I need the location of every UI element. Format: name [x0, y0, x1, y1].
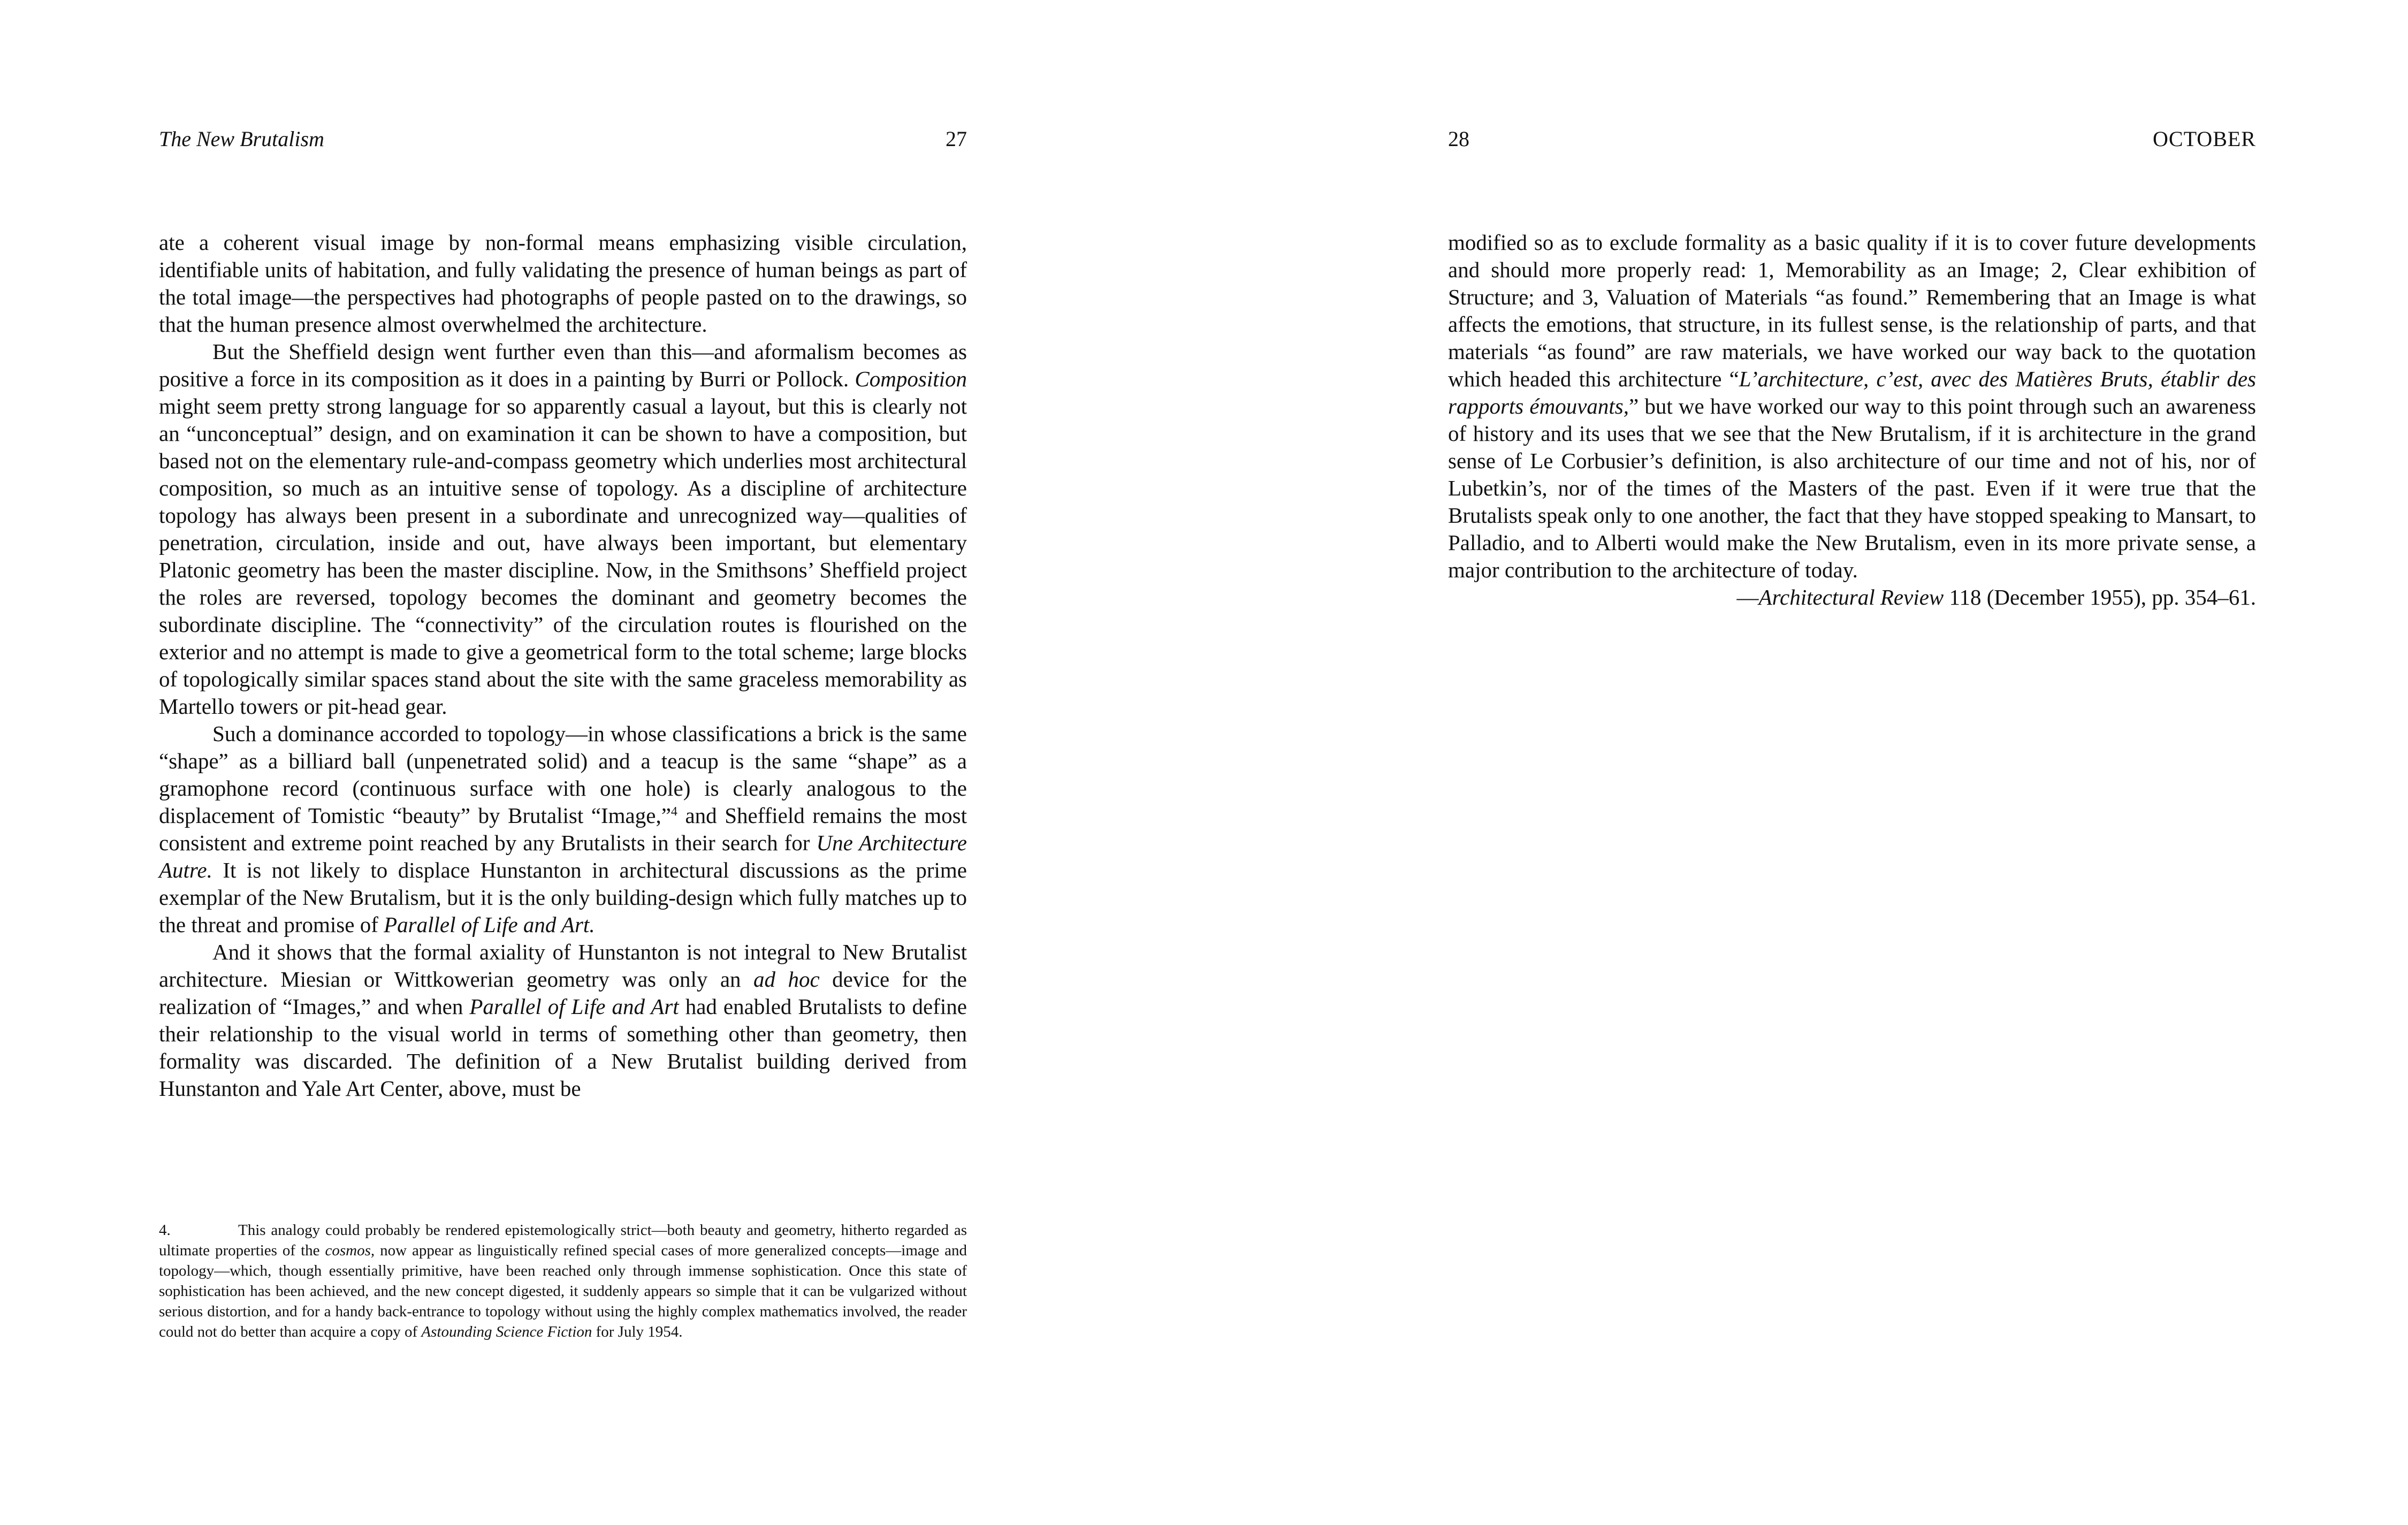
- footnote-paragraph: [159, 1220, 967, 1342]
- paragraph-text: and Sheffield remains the most consistent and extreme point reached by any Brutalists in their search for: [159, 803, 967, 855]
- running-head-right: [1448, 126, 2256, 158]
- paragraph-text: It is not likely to displace Hunstanton in architectural discussions as the prime exemplar of the New Brutalism, but it is the only building-design which fully matches up to the threat and promise of: [159, 858, 967, 937]
- paragraph: [159, 720, 967, 939]
- paragraph-text: And it shows that the formal axiality of Hunstanton is not integral to New Brutalist architecture. Miesian or Wittkowerian geometry was only an: [159, 940, 967, 992]
- paragraph-text: might seem pretty strong language for so apparently casual a layout, but this is clearly not an “unconceptual” design, and on examination it can be shown to have a composition, but based not on the elementary rule-and-compass geometry which underlies most architectural composition, so much as an intuitive sense of topology. As a discipline of architecture topology has always been present in a subordinate and unrecognized way—qualities of penetration, circulation, inside and out, have always been important, but elementary Platonic geometry has been the master discipline. Now, in the Smithsons’ Sheffield project the roles are reversed, topology becomes the dominant and geometry becomes the subordinate discipline. The “connectivity” of the circulation routes is flourished on the exterior and no attempt is made to give a geometrical form to the total scheme; large blocks of topologically similar spaces stand about the site with the same graceless memorability as Martello towers or pit-head gear.: [159, 394, 967, 719]
- page-number: 28: [1448, 127, 1469, 151]
- italic-text: L’architecture, c’est, avec des Matières Bruts, établir des rapports émouvants,: [1448, 367, 2256, 418]
- paragraph-text: But the Sheffield design went further even than this—and aformalism becomes as positive a force in its composition as it does in a painting by Burri or Pollock.: [159, 339, 967, 391]
- italic-text: Une Architecture Autre.: [159, 830, 967, 882]
- italic-text: Parallel of Life and Art.: [384, 912, 595, 937]
- journal-title: OCTOBER: [2153, 127, 2256, 151]
- paragraph: [159, 338, 967, 720]
- body-text: [159, 229, 967, 1102]
- page-number: 27: [946, 127, 967, 151]
- body-text: [1448, 229, 2256, 611]
- source-citation: [1448, 584, 2256, 611]
- paragraph-text: ” but we have worked our way to this point through such an awareness of history and its uses that we see that the New Brutalism, if it is architecture in the grand sense of Le Corbusier’s definition, is also architecture of our time and not of his, nor of Lubetkin’s, nor of the times of the Masters of the past. Even if it were true that the Brutalists speak only to one another, the fact that they have stopped speaking to Mansart, to Palladio, and to Alberti would make the New Brutalism, even in its more private sense, a major contribution to the architecture of today.: [1448, 394, 2256, 582]
- footnote-reference[interactable]: 4: [670, 805, 677, 819]
- italic-text: ad hoc: [753, 967, 820, 992]
- italic-text: Composition: [855, 367, 967, 391]
- italic-text: Parallel of Life and Art: [469, 994, 679, 1019]
- italic-text: Astounding Science Fiction: [421, 1323, 592, 1340]
- footnote-text: now appear as linguistically refined special cases of more generalized concepts—image and topology—which, though essentially primitive, have been reached only through immense sophistication. Once this state of sophistication has been achieved, and the new concept digested, it suddenly appears so simple that it can be vulgarized without serious distortion, and for a handy back-entrance to topology without using the highly complex mathematics involved, the reader could not do better than acquire a copy of: [159, 1242, 967, 1340]
- paragraph-text: modified so as to exclude formality as a basic quality if it is to cover future developments and should more properly read: 1, Memorability as an Image; 2, Clear exhibition of Structure; and 3, Valuation of Materials “as found.” Remembering that an Image is what affects the emotions, that structure, in its fullest sense, is the relationship of parts, and that materials “as found” are raw materials, we have worked our way back to the quotation which headed this architecture “: [1448, 230, 2256, 391]
- paragraph: [159, 939, 967, 1102]
- citation-details: 118 (December 1955), pp. 354–61.: [1944, 585, 2256, 609]
- paragraph-text: ate a coherent visual image by non-formal means emphasizing visible circulation, identifiable units of habitation, and fully validating the presence of human beings as part of the total image—the perspectives had photographs of people pasted on to the drawings, so that the human presence almost overwhelmed the architecture.: [159, 230, 967, 337]
- left-page: [159, 0, 967, 1525]
- paragraph-text: device for the realization of “Images,” and when: [159, 967, 967, 1019]
- paragraph-text: had enabled Brutalists to define their relationship to the visual world in terms of something other than geometry, then formality was discarded. The definition of a New Brutalist building derived from Hunstanton and Yale Art Center, above, must be: [159, 994, 967, 1101]
- paragraph: [159, 229, 967, 338]
- citation-dash: —: [1736, 585, 1759, 609]
- paragraph-text: Such a dominance accorded to topology—in whose classifications a brick is the same “shape” as a billiard ball (unpenetrated solid) and a teacup is the same “shape” as a gramophone record (continuous surface with one hole) is clearly analogous to the displacement of Tomistic “beauty” by Brutalist “Image,”: [159, 721, 967, 828]
- citation-journal: Architectural Review: [1758, 585, 1944, 609]
- footnote-number: 4.: [159, 1222, 171, 1239]
- running-head-left: [159, 126, 967, 158]
- paragraph: [1448, 229, 2256, 584]
- right-page: [1448, 0, 2256, 1525]
- italic-text: cosmos,: [325, 1242, 375, 1259]
- footnote-text: for July 1954.: [592, 1323, 683, 1340]
- footnote-text: This analogy could probably be rendered epistemologically strict—both beauty and geometry, hitherto regarded as ultimate properties of the: [159, 1222, 967, 1259]
- footnote: [159, 1220, 967, 1342]
- running-title: The New Brutalism: [159, 127, 324, 151]
